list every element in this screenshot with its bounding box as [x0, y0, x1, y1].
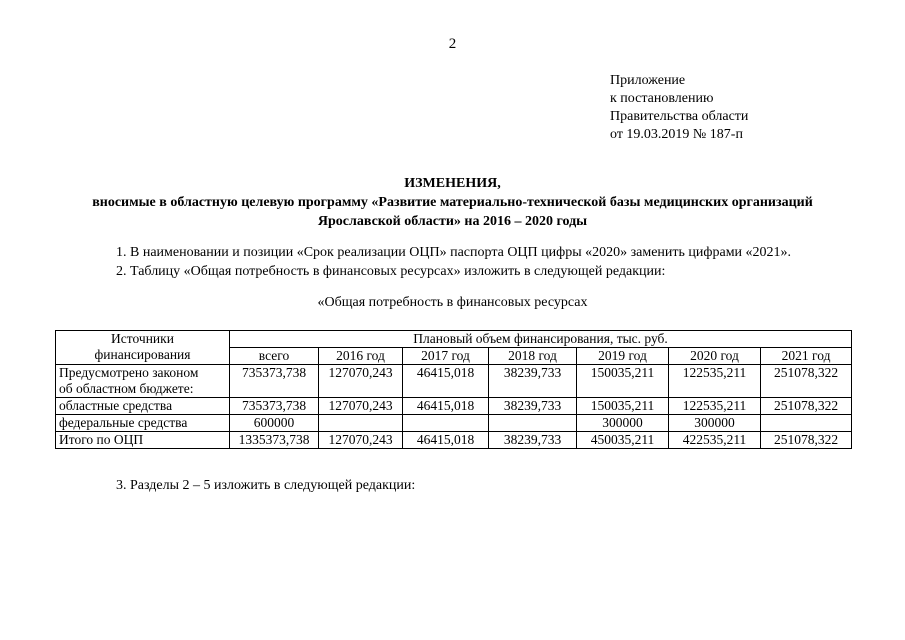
table-row [56, 398, 852, 415]
column-header: 2018 год [489, 348, 577, 365]
table-row [56, 415, 852, 432]
row-label-line: Предусмотрено законом [59, 365, 199, 380]
table-cell: 127070,243 [319, 365, 403, 398]
table-cell: 127070,243 [319, 432, 403, 449]
table-cell: 422535,211 [669, 432, 761, 449]
row-label [56, 365, 230, 398]
table-header-row [56, 331, 852, 348]
table-caption: «Общая потребность в финансовых ресурсах [317, 295, 588, 310]
title-line: ИЗМЕНЕНИЯ, [404, 176, 501, 191]
appendix-line: от 19.03.2019 № 187-п [610, 127, 743, 142]
table-cell [319, 415, 403, 432]
table-cell: 46415,018 [403, 398, 489, 415]
row-label: Итого по ОЦП [56, 432, 230, 449]
table-cell: 300000 [669, 415, 761, 432]
column-header: 2019 год [577, 348, 669, 365]
table-cell: 300000 [577, 415, 669, 432]
header-text: финансирования [94, 347, 191, 362]
table-cell: 735373,738 [230, 398, 319, 415]
column-header: 2017 год [403, 348, 489, 365]
column-header: 2021 год [761, 348, 852, 365]
table-cell: 46415,018 [403, 365, 489, 398]
row-label: федеральные средства [56, 415, 230, 432]
header-source-cell [56, 331, 230, 365]
table-cell: 150035,211 [577, 365, 669, 398]
title-line: вносимые в областную целевую программу «Развитие материально-технической базы медицинских организаций [92, 195, 813, 210]
column-header: 2016 год [319, 348, 403, 365]
page-number: 2 [448, 36, 457, 52]
column-header: всего [230, 348, 319, 365]
title-line: Ярославской области» на 2016 – 2020 годы [317, 214, 588, 229]
table-cell: 38239,733 [489, 432, 577, 449]
table-cell [403, 415, 489, 432]
table-cell: 251078,322 [761, 365, 852, 398]
table-cell: 38239,733 [489, 365, 577, 398]
header-text: Источники [111, 331, 174, 346]
table-cell: 127070,243 [319, 398, 403, 415]
row-label: областные средства [56, 398, 230, 415]
document-title [0, 174, 905, 231]
table-row [56, 432, 852, 449]
table-cell [489, 415, 577, 432]
paragraph-1: 1. В наименовании и позиции «Срок реализации ОЦП» паспорта ОЦП цифры «2020» заменить цифрами «2021». [116, 245, 792, 260]
table-cell: 122535,211 [669, 398, 761, 415]
table-cell: 735373,738 [230, 365, 319, 398]
row-label-line: об областном бюджете: [59, 381, 194, 396]
header-plan-cell: Плановый объем финансирования, тыс. руб. [230, 331, 852, 348]
appendix-block [610, 72, 748, 144]
table-cell: 450035,211 [577, 432, 669, 449]
column-header: 2020 год [669, 348, 761, 365]
table-cell: 251078,322 [761, 398, 852, 415]
table-cell: 46415,018 [403, 432, 489, 449]
table-cell: 122535,211 [669, 365, 761, 398]
table-cell [761, 415, 852, 432]
paragraph-2: 2. Таблицу «Общая потребность в финансовых ресурсах» изложить в следующей редакции: [116, 264, 666, 279]
table-cell: 1335373,738 [230, 432, 319, 449]
table-cell: 38239,733 [489, 398, 577, 415]
financing-table [55, 330, 852, 449]
appendix-line: Приложение [610, 73, 686, 88]
table-row [56, 365, 852, 398]
appendix-line: Правительства области [610, 109, 749, 124]
table-cell: 251078,322 [761, 432, 852, 449]
paragraph-3: 3. Разделы 2 – 5 изложить в следующей редакции: [116, 478, 416, 493]
appendix-line: к постановлению [610, 91, 714, 106]
table-cell: 150035,211 [577, 398, 669, 415]
table-cell: 600000 [230, 415, 319, 432]
